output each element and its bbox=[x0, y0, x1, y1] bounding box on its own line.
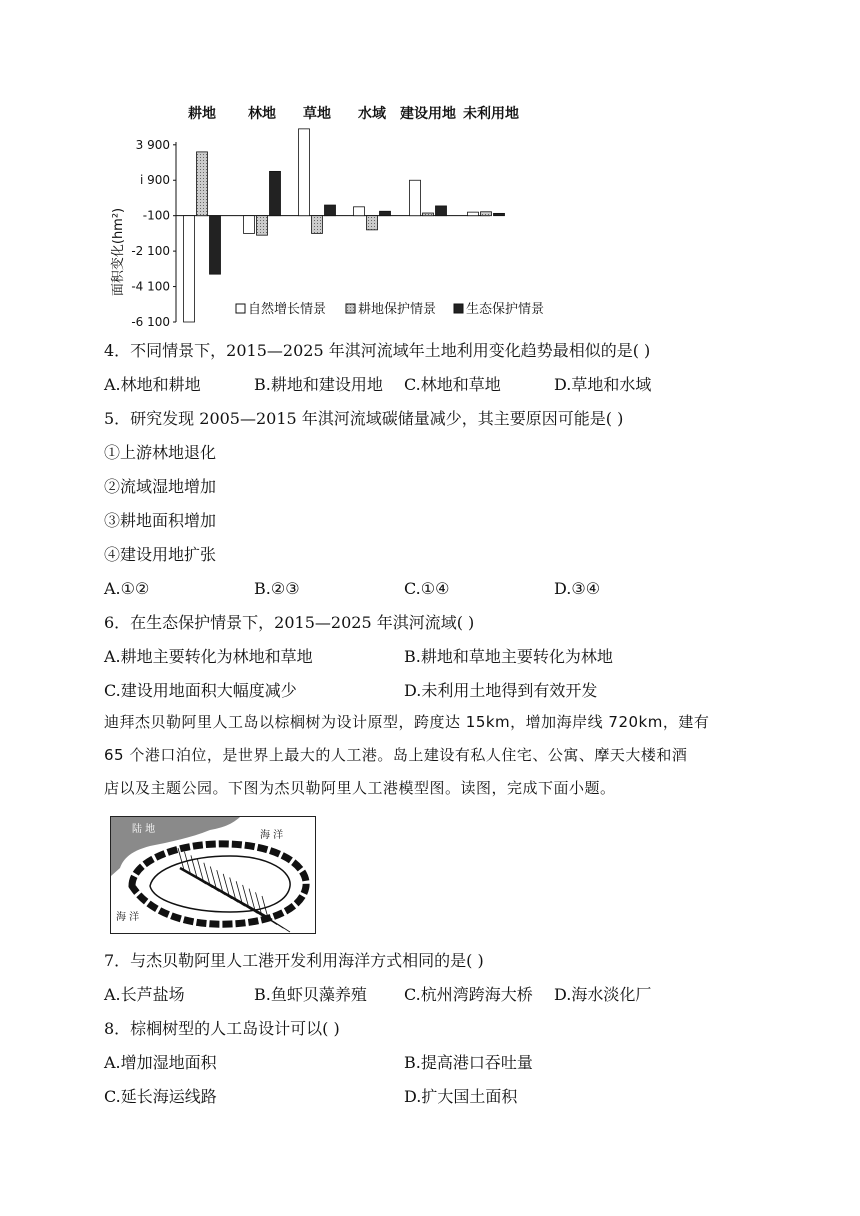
q4-option-b[interactable]: B.耕地和建设用地 bbox=[254, 375, 383, 394]
category-label: 未利用地 bbox=[463, 106, 519, 122]
q5-item-1: ①上游林地退化 bbox=[104, 443, 217, 462]
q8-option-d[interactable]: D.扩大国土面积 bbox=[404, 1087, 518, 1106]
q8-option-b[interactable]: B.提高港口吞吐量 bbox=[404, 1053, 533, 1072]
bar bbox=[481, 212, 492, 216]
q5-option-a[interactable]: A.①② bbox=[104, 579, 150, 598]
q7-option-c[interactable]: C.杭州湾跨海大桥 bbox=[404, 985, 533, 1004]
q7-option-b[interactable]: B.鱼虾贝藻养殖 bbox=[254, 985, 367, 1004]
q8-option-c[interactable]: C.延长海运线路 bbox=[104, 1087, 217, 1106]
bar bbox=[367, 216, 378, 230]
category-label: 林地 bbox=[248, 106, 276, 122]
y-axis-label: 面积变化(hm²) bbox=[111, 207, 126, 297]
q6-option-d[interactable]: D.未利用土地得到有效开发 bbox=[404, 681, 598, 700]
q7-stem: 7．与杰贝勒阿里人工港开发利用海洋方式相同的是( ) bbox=[104, 951, 484, 970]
y-tick-label: 3 900 bbox=[135, 137, 170, 152]
passage-line-3: 店以及主题公园。下图为杰贝勒阿里人工港模型图。读图，完成下面小题。 bbox=[104, 779, 616, 797]
q7-option-d[interactable]: D.海水淡化厂 bbox=[554, 985, 652, 1004]
bar bbox=[312, 216, 323, 234]
sea-label-bottom: 海 洋 bbox=[116, 912, 140, 923]
bar bbox=[197, 152, 208, 216]
q4-option-c[interactable]: C.林地和草地 bbox=[404, 375, 501, 394]
q6-stem: 6．在生态保护情景下，2015—2025 年淇河流域( ) bbox=[104, 613, 475, 632]
bar bbox=[210, 216, 221, 274]
legend-label: 自然增长情景 bbox=[248, 302, 327, 317]
palm-island-port-map bbox=[110, 816, 316, 934]
y-tick-label: -4 100 bbox=[131, 279, 170, 294]
q5-option-d[interactable]: D.③④ bbox=[554, 579, 601, 598]
q8-option-a[interactable]: A.增加湿地面积 bbox=[104, 1053, 217, 1072]
q5-stem: 5．研究发现 2005—2015 年淇河流域碳储量减少，其主要原因可能是( ) bbox=[104, 409, 624, 428]
bar bbox=[354, 207, 365, 216]
legend-swatch bbox=[454, 304, 463, 313]
legend-swatch bbox=[346, 304, 355, 313]
legend-swatch bbox=[236, 304, 245, 313]
q4-option-d[interactable]: D.草地和水域 bbox=[554, 375, 652, 394]
category-label: 水域 bbox=[358, 106, 386, 122]
passage-line-1: 迪拜杰贝勒阿里人工岛以棕榈树为设计原型，跨度达 15km，增加海岸线 720km，建有 bbox=[104, 713, 710, 731]
land-label: 陆 地 bbox=[132, 824, 156, 835]
bar bbox=[423, 213, 434, 216]
y-tick-label: -100 bbox=[142, 208, 170, 223]
bar bbox=[244, 216, 255, 234]
bar bbox=[494, 213, 505, 215]
bar bbox=[270, 171, 281, 215]
passage-line-2: 65 个港口泊位，是世界上最大的人工港。岛上建设有私人住宅、公寓、摩天大楼和酒 bbox=[104, 746, 688, 764]
sea-label-top: 海 洋 bbox=[260, 830, 284, 841]
land-use-change-chart bbox=[110, 100, 570, 332]
bar bbox=[410, 180, 421, 215]
q5-item-4: ④建设用地扩张 bbox=[104, 545, 217, 564]
q4-option-a[interactable]: A.林地和耕地 bbox=[104, 375, 201, 394]
bar bbox=[468, 212, 479, 216]
category-label: 草地 bbox=[303, 106, 331, 122]
category-label: 建设用地 bbox=[400, 106, 456, 122]
reading-passage bbox=[104, 706, 764, 805]
category-label: 耕地 bbox=[188, 106, 216, 122]
legend-label: 生态保护情景 bbox=[466, 302, 545, 317]
y-tick-label: i 900 bbox=[139, 173, 170, 188]
bar bbox=[325, 205, 336, 216]
q6-option-a[interactable]: A.耕地主要转化为林地和草地 bbox=[104, 647, 313, 666]
bar bbox=[184, 216, 195, 322]
y-tick-label: -2 100 bbox=[131, 244, 170, 259]
bar bbox=[299, 129, 310, 216]
q4-stem: 4．不同情景下，2015—2025 年淇河流域年土地利用变化趋势最相似的是( ) bbox=[104, 341, 651, 360]
legend-label: 耕地保护情景 bbox=[358, 302, 437, 317]
bar bbox=[380, 211, 391, 215]
bar bbox=[436, 206, 447, 216]
q5-option-c[interactable]: C.①④ bbox=[404, 579, 450, 598]
bar bbox=[257, 216, 268, 235]
q7-option-a[interactable]: A.长芦盐场 bbox=[104, 985, 185, 1004]
q5-item-2: ②流域湿地增加 bbox=[104, 477, 217, 496]
y-tick-label: -6 100 bbox=[131, 315, 170, 329]
q6-option-b[interactable]: B.耕地和草地主要转化为林地 bbox=[404, 647, 613, 666]
q5-item-3: ③耕地面积增加 bbox=[104, 511, 217, 530]
q5-option-b[interactable]: B.②③ bbox=[254, 579, 300, 598]
q8-stem: 8．棕榈树型的人工岛设计可以( ) bbox=[104, 1019, 340, 1038]
q6-option-c[interactable]: C.建设用地面积大幅度减少 bbox=[104, 681, 297, 700]
